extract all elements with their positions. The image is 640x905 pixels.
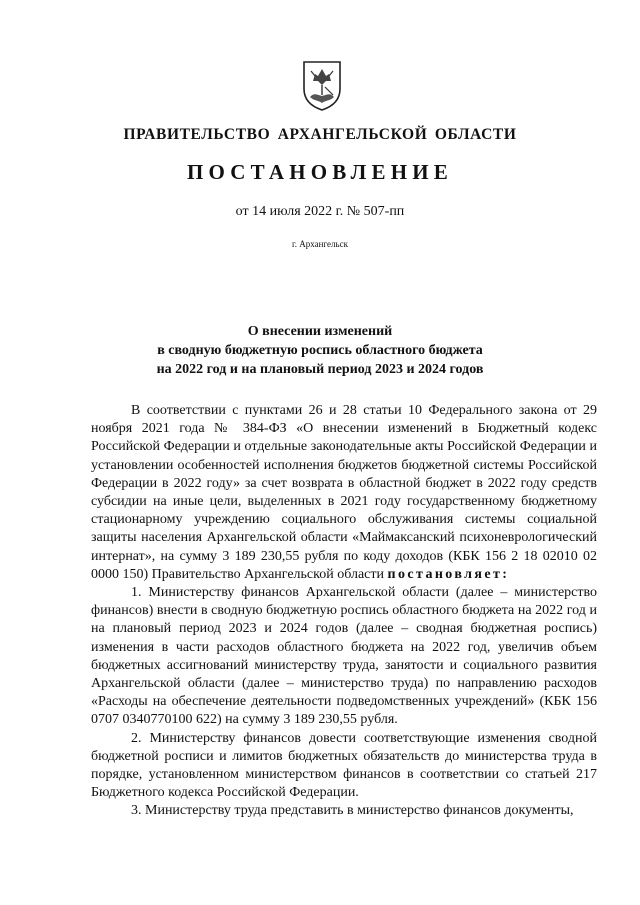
document-city: г. Архангельск xyxy=(292,239,348,249)
subject-line-1: О внесении изменений xyxy=(247,324,393,339)
coat-of-arms-icon xyxy=(301,59,343,111)
resolves-colon: : xyxy=(502,566,510,582)
item-3-paragraph: 3. Министерству труда представить в министерство финансов документы, xyxy=(131,803,574,819)
document-type: ПОСТАНОВЛЕНИЕ xyxy=(186,160,454,184)
preamble-paragraph xyxy=(91,402,597,584)
document-body xyxy=(91,402,597,821)
subject-line-3: на 2022 год и на плановый период 2023 и 2024 годов xyxy=(156,362,484,377)
subject-line-2: в сводную бюджетную роспись областного бюджета xyxy=(157,343,483,358)
preamble-text: В соответствии с пунктами 26 и 28 статьи 10 Федерального закона от 29 ноября 2021 года № 384-ФЗ «О внесении изменений в Бюджетный кодекс Российской Федерации и отдельные законодательные акты Российской Федерации и установлении особенностей исполнения бюджетов бюджетной системы Российской Федерации в 2022 году» за счет возврата в областной бюджет в 2022 году средств субсидии на иные цели, выделенных в 2021 году государственному бюджетному стационарному учреждению социального обслуживания системы социальной защиты населения Архангельской области «Маймаксанский психоневрологический интернат», на сумму 3 189 230,55 рубля по коду доходов (КБК 156 2 18 02010 02 0000 150) Правительство Архангельской области xyxy=(91,403,597,582)
document-subject xyxy=(0,322,640,379)
government-title: ПРАВИТЕЛЬСТВО АРХАНГЕЛЬСКОЙ ОБЛАСТИ xyxy=(123,126,517,143)
resolves-keyword: постановляет xyxy=(387,566,503,582)
document-date-number: от 14 июля 2022 г. № 507-пп xyxy=(235,204,405,219)
item-2-paragraph: 2. Министерству финансов довести соответствующие изменения сводной бюджетной росписи и лимитов бюджетных обязательств до министерства труда в порядке, установленном министерством финансов в соответствии со статьей 217 Бюджетного кодекса Российской Федерации. xyxy=(91,730,597,801)
item-1-paragraph: 1. Министерству финансов Архангельской области (далее – министерство финансов) внести в сводную бюджетную роспись областного бюджета на 2022 год и на плановый период 2023 и 2024 годов (далее – сводная бюджетная роспись) изменения в части расходов областного бюджета на 2022 год, увеличив объем бюджетных ассигнований министерству труда, занятости и социального развития Архангельской области (далее – министерство труда) по направлению расходов «Расходы на обеспечение деятельности подведомственных учреждений» (КБК 156 0707 0340770100 622) на сумму 3 189 230,55 рубля. xyxy=(91,585,597,728)
